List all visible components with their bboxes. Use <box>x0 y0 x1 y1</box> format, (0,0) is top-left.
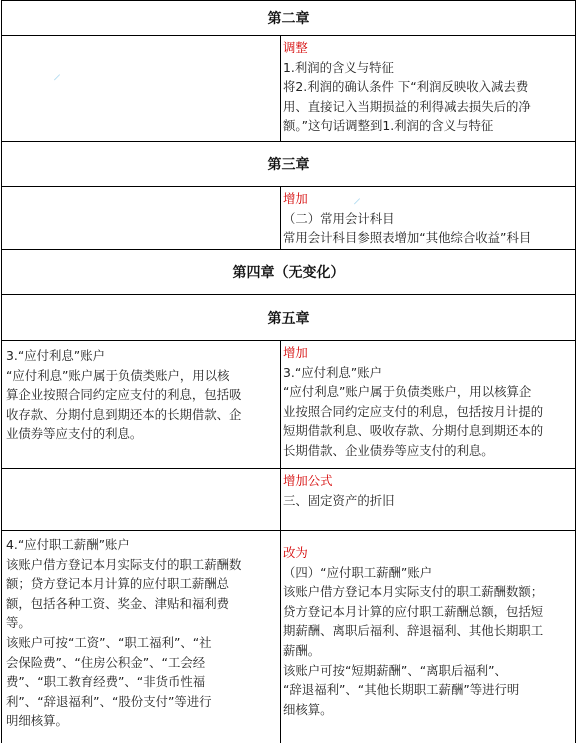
text-line: 1.利润的含义与特征 <box>283 59 394 75</box>
text-line: 长期借款、企业债券等应支付的利息。 <box>283 442 494 458</box>
text-line: 三、固定资产的折旧 <box>283 492 395 508</box>
chapter-title: 第二章 <box>267 11 310 27</box>
chapter-5-row-payroll <box>1 530 576 743</box>
chapter-3-heading <box>1 141 576 187</box>
text-line: 利”、“辞退福利”、“股份支付”等进行 <box>6 693 212 709</box>
text-line: 3.“应付利息”账户 <box>6 348 106 363</box>
text-line: 费”、“职工教育经费”、“非货币性福 <box>6 674 206 690</box>
text-line: “应付利息”账户属于负债类账户，用以核 <box>6 367 230 383</box>
change-tag: 增加 <box>283 345 308 360</box>
right-cell <box>281 341 575 468</box>
text-line: 会保险费”、“住房公积金”、“工会经 <box>6 654 206 670</box>
chapter-5-row-depreciation <box>1 468 576 531</box>
change-tag: 调整 <box>283 40 308 55</box>
text-line: “应付利息”账户属于负债类账户，用以核算企 <box>283 384 532 400</box>
text-line: 该账户借方登记本月实际支付的职工薪酬数额； <box>283 584 544 600</box>
change-tag: 增加 <box>283 191 308 206</box>
chapter-5-heading <box>1 294 576 341</box>
left-cell <box>2 341 281 468</box>
text-line: 常用会计科目参照表增加“其他综合收益”科目 <box>283 230 532 246</box>
text-line: 细核算。 <box>283 701 333 717</box>
chapter-2-row <box>1 35 576 142</box>
text-line: 等。 <box>6 615 31 631</box>
text-line: （二）常用会计科目 <box>283 210 395 226</box>
text-line: 4.“应付职工薪酬”账户 <box>6 537 130 552</box>
text-line: 额。”这句话调整到1.利润的含义与特征 <box>283 118 494 134</box>
text-line: 额；贷方登记本月计算的应付职工薪酬总 <box>6 576 230 592</box>
left-cell <box>2 531 281 743</box>
right-cell <box>281 36 575 141</box>
watermark-mark: ⸝ <box>353 188 362 207</box>
text-line: 将2.利润的确认条件 下“利润反映收入减去费 <box>283 79 529 95</box>
change-tag: 增加公式 <box>283 473 333 488</box>
chapter-title: 第五章 <box>267 310 310 327</box>
chapter-3-row <box>1 186 576 250</box>
text-line: 明细核算。 <box>6 713 68 729</box>
right-cell <box>281 531 575 743</box>
left-cell <box>2 36 281 141</box>
text-line: 业按照合同约定应支付的利息，包括按月计提的 <box>283 403 544 419</box>
chapter-title: 第三章 <box>267 157 310 173</box>
text-line: 3.“应付利息”账户 <box>283 364 383 380</box>
text-line: 用、直接记入当期损益的利得减去损失后的净 <box>283 98 531 114</box>
text-line: 该账户借方登记本月实际支付的职工薪酬数 <box>6 556 242 572</box>
chapter-4-heading <box>1 249 576 295</box>
document-page <box>1 0 576 743</box>
text-line: “辞退福利”、“其他长期职工薪酬”等进行明 <box>283 682 520 698</box>
text-line: 收存款、分期付息到期还本的长期借款、企 <box>6 406 242 422</box>
right-cell <box>281 187 575 249</box>
chapter-2-heading <box>1 0 576 36</box>
right-cell <box>281 469 575 530</box>
text-line: （四）“应付职工薪酬”账户 <box>283 564 433 580</box>
text-line: 额，包括各种工资、奖金、津贴和福利费 <box>6 595 230 611</box>
text-line: 短期借款利息、吸收存款、分期付息到期还本的 <box>283 423 544 439</box>
text-line: 业债券等应支付的利息。 <box>6 426 143 442</box>
text-line: 该账户可按“工资”、“职工福利”、“社 <box>6 634 212 650</box>
left-cell <box>2 187 281 249</box>
text-line: 算企业按照合同约定应支付的利息，包括吸 <box>6 387 242 403</box>
watermark-mark: ⸝ <box>53 64 62 83</box>
chapter-title: 第四章（无变化） <box>232 265 345 281</box>
text-line: 薪酬。 <box>283 642 321 658</box>
chapter-5-row-payable-interest <box>1 340 576 469</box>
text-line: 期薪酬、离职后福利、辞退福利、其他长期职工 <box>283 623 544 639</box>
text-line: 贷方登记本月计算的应付职工薪酬总额，包括短 <box>283 603 544 619</box>
text-line: 该账户可按“短期薪酬”、“离职后福利”、 <box>283 662 507 678</box>
left-cell <box>2 469 281 530</box>
change-tag: 改为 <box>283 545 308 560</box>
